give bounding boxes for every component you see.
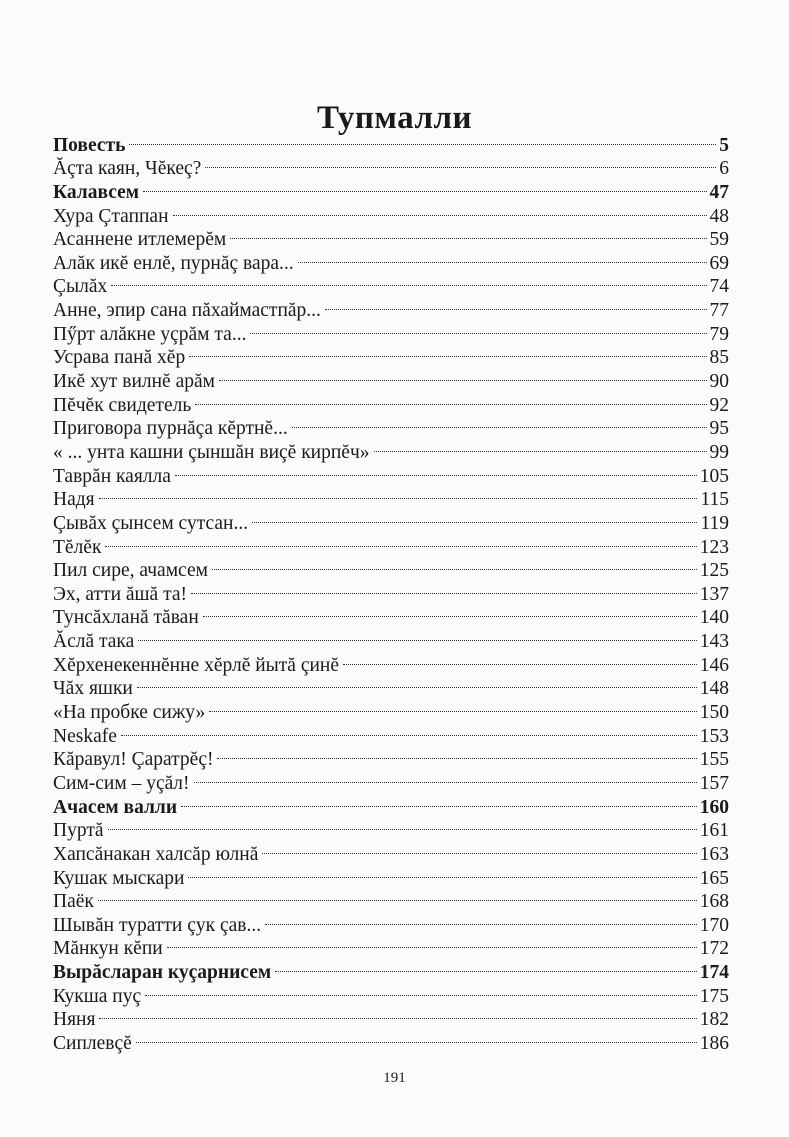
toc-entry-page: 163 [699, 843, 729, 865]
toc-entry-page: 48 [709, 205, 729, 227]
toc-entry-page: 174 [699, 962, 729, 984]
toc-entry [53, 553, 729, 582]
toc-entry [53, 978, 729, 1007]
toc-entry [53, 718, 729, 747]
dot-leader [173, 198, 707, 222]
toc-entry-page: 115 [700, 489, 729, 511]
toc-entry-title: Кушак мыскари [53, 867, 185, 889]
toc-entry-page: 123 [699, 536, 729, 558]
toc-entry-page: 69 [709, 252, 729, 274]
page-number: 191 [383, 1070, 406, 1086]
toc-entry-page: 172 [699, 938, 729, 960]
toc-entry-title: Тунсăхланă тăван [53, 607, 199, 629]
toc-entry-page: 143 [699, 631, 729, 653]
toc-entry-page: 119 [700, 512, 729, 534]
toc-entry-title: Хапсăнакан халсăр юлнă [53, 843, 259, 865]
toc-entry-title: Пил сире, ачамсем [53, 560, 208, 582]
toc-entry [53, 482, 729, 511]
toc-section-entry [53, 127, 729, 156]
dot-leader [195, 387, 706, 411]
dot-leader [262, 836, 696, 860]
toc-entry-title: Пĕчĕк свидетель [53, 394, 192, 416]
toc-entry [53, 647, 729, 676]
toc-entry-title: Алăк икĕ енлĕ, пурнăç вара... [53, 252, 294, 274]
toc-entry-title: Мăнкун кĕпи [53, 938, 163, 960]
dot-leader [108, 813, 697, 837]
toc-entry-title: Няня [53, 1009, 96, 1031]
page-title: Тупмалли [317, 100, 472, 137]
toc-entry-title: Çывăх çынсем сутсан... [53, 512, 249, 534]
dot-leader [98, 884, 697, 908]
toc-entry-title: Хура Çтаппан [53, 205, 169, 227]
toc-entry-title: Эх, атти ăшă та! [53, 583, 187, 605]
toc-entry-title: Паёк [53, 891, 94, 913]
dot-leader [219, 363, 707, 387]
toc-entry-title: Повесть [53, 134, 126, 156]
toc-entry [53, 694, 729, 724]
toc-entry-page: 175 [699, 985, 729, 1007]
toc-entry [53, 623, 729, 653]
toc-entry [53, 671, 729, 700]
toc-entry-page: 150 [699, 702, 729, 724]
toc-entry [53, 505, 729, 534]
toc-entry-title: Усрава панă хĕр [53, 347, 186, 369]
toc-entry-title: Надя [53, 489, 95, 511]
toc-entry [53, 151, 729, 180]
toc-entry [53, 1002, 729, 1031]
dot-leader [343, 647, 697, 671]
dot-leader [167, 931, 697, 955]
toc-entry-page: 92 [709, 394, 729, 416]
dot-leader [99, 482, 698, 506]
dot-leader [137, 671, 697, 695]
dot-leader [265, 907, 697, 931]
toc-entry-page: 95 [709, 418, 729, 440]
toc-entry-page: 59 [709, 229, 729, 251]
dot-leader [181, 789, 697, 813]
dot-leader [189, 340, 706, 364]
dot-leader [145, 978, 697, 1002]
toc-entry-title: Ăслă така [53, 631, 135, 653]
toc-entry-title: Чăх яшки [53, 678, 133, 700]
toc-entry-title: Вырăсларан куçарнисем [53, 962, 272, 984]
toc-entry-title: Пӳрт алăкне уçрăм та... [53, 323, 247, 345]
toc-entry-page: 168 [699, 891, 729, 913]
toc-entry-title: Таврăн каялла [53, 465, 171, 487]
toc-entry [53, 198, 729, 227]
toc-entry-page: 155 [699, 749, 729, 771]
dot-leader [252, 505, 697, 529]
dot-leader [105, 529, 696, 553]
dot-leader [298, 245, 707, 269]
toc-entry-page: 74 [709, 276, 729, 298]
dot-leader [191, 576, 697, 600]
toc-entry-page: 161 [699, 820, 729, 842]
toc-entry-title: Ачасем валли [53, 796, 178, 818]
toc-entry-title: Кукша пуç [53, 985, 142, 1007]
toc-entry [53, 269, 729, 298]
toc-entry-page: 99 [709, 441, 729, 463]
dot-leader [205, 151, 716, 175]
toc-entry-page: 90 [709, 371, 729, 393]
dot-leader [212, 553, 697, 577]
dot-leader [203, 600, 697, 624]
dot-leader [194, 765, 697, 789]
toc-entry-title: Çылăх [53, 276, 108, 298]
toc-entry-page: 186 [699, 1032, 729, 1054]
toc-entry-title: Кăравул! Çаратрĕç! [53, 749, 214, 771]
toc-entry-page: 6 [719, 158, 729, 180]
toc-entry [53, 742, 729, 771]
toc-entry-title: Neskafe [53, 725, 117, 747]
toc-entry [53, 292, 729, 322]
toc-entry-title: Икĕ хут вилнĕ арăм [53, 371, 215, 393]
toc-entry-page: 5 [719, 134, 729, 156]
toc-entry-title: « ... унта кашни çыншăн виçĕ кирпĕч» [53, 441, 370, 463]
dot-leader [111, 269, 706, 293]
toc-entry-page: 148 [699, 678, 729, 700]
dot-leader [217, 742, 696, 766]
toc-entry-title: Сиплевçĕ [53, 1032, 132, 1054]
dot-leader [121, 718, 697, 742]
toc-entry [53, 529, 729, 558]
toc-entry-page: 47 [709, 181, 729, 203]
toc-entry-page: 79 [709, 323, 729, 345]
toc-entry [53, 813, 729, 842]
dot-leader [292, 411, 707, 435]
toc-entry-title: Тĕлĕк [53, 536, 102, 558]
toc-entry [53, 836, 729, 865]
toc-entry-page: 182 [699, 1009, 729, 1031]
toc-entry-page: 137 [699, 583, 729, 605]
toc-entry [53, 907, 729, 936]
toc-entry-page: 157 [699, 772, 729, 794]
toc-section-entry [53, 174, 729, 203]
toc-entry-page: 77 [709, 300, 729, 322]
toc-entry-page: 140 [699, 607, 729, 629]
toc-entry-page: 105 [699, 465, 729, 487]
toc-entry-page: 165 [699, 867, 729, 889]
toc-entry-page: 153 [699, 725, 729, 747]
toc-entry [53, 1025, 729, 1054]
toc-entry-page: 170 [699, 914, 729, 936]
toc-entry-page: 160 [699, 796, 729, 818]
dot-leader [129, 127, 716, 151]
toc-entry-title: Хĕрхенекеннĕнне хĕрлĕ йытă çинĕ [53, 654, 339, 676]
toc-entry [53, 884, 729, 913]
toc-entry-title: «На пробке сижу» [53, 702, 206, 724]
dot-leader [175, 458, 697, 482]
dot-leader [374, 434, 707, 458]
dot-leader [250, 316, 706, 340]
toc-entry-title: Ăçта каян, Чĕкеç? [53, 158, 202, 180]
dot-leader [230, 222, 706, 246]
dot-leader [275, 954, 697, 978]
toc-entry-title: Пуртă [53, 820, 104, 842]
dot-leader [99, 1002, 696, 1026]
toc-entry-title: Асаннене итлемерĕм [53, 229, 227, 251]
toc-entry-title: Шывăн туратти çук çав... [53, 914, 262, 936]
toc-entry-title: Калавсем [53, 181, 140, 203]
toc-entry-page: 85 [709, 347, 729, 369]
toc-entry-title: Анне, эпир сана пăхаймастпăр... [53, 300, 321, 322]
toc-entry-title: Сим-сим – уçăл! [53, 772, 190, 794]
dot-leader [136, 1025, 697, 1049]
dot-leader [325, 292, 707, 316]
dot-leader [188, 860, 696, 884]
table-of-contents [53, 127, 729, 1054]
toc-entry-title: Приговора пурнăçа кĕртнĕ... [53, 418, 288, 440]
toc-entry-page: 125 [699, 560, 729, 582]
dot-leader [138, 623, 697, 647]
dot-leader [143, 174, 706, 198]
toc-entry-page: 146 [699, 654, 729, 676]
dot-leader [209, 694, 696, 718]
